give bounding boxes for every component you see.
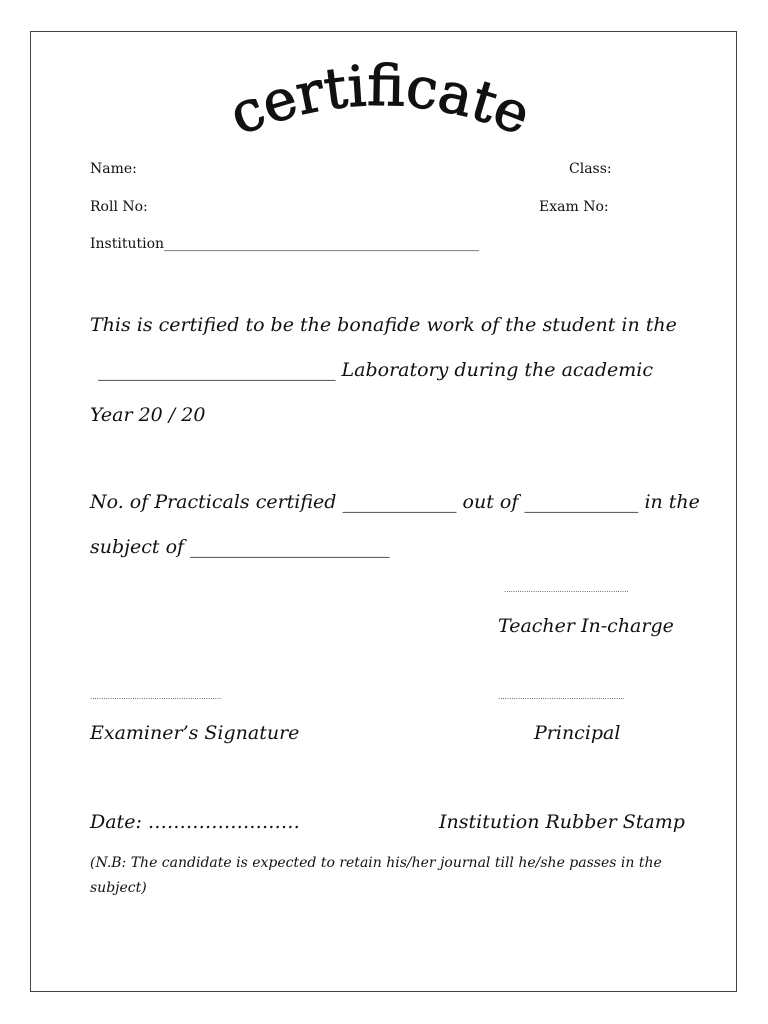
practicals-line: No. of Practicals certified ____________ out of ____________ in the	[90, 491, 700, 513]
examiner-signature-label: Examiner’s Signature	[90, 722, 300, 744]
principal-signature-line: .........................................................	[498, 693, 625, 701]
certificate-title	[200, 55, 560, 155]
principal-label: Principal	[534, 722, 621, 744]
class-label: Class:	[569, 161, 612, 177]
subject-line: subject of _____________________	[90, 536, 390, 558]
rubber-stamp-label: Institution Rubber Stamp	[439, 811, 685, 833]
svg-text:certificate: certificate	[221, 55, 539, 149]
academic-year-line: Year 20 / 20	[90, 404, 206, 426]
certification-line-2: _________________________ Laboratory during the academic	[98, 359, 654, 381]
roll-no-label: Roll No:	[90, 199, 148, 215]
nb-note: (N.B: The candidate is expected to retain his/her journal till he/she passes in the subject)	[90, 855, 662, 896]
certification-line-1: This is certified to be the bonafide work of the student in the	[90, 314, 677, 336]
institution-label: Institution_____________________________________________	[90, 236, 480, 252]
teacher-signature-line: ........................................................	[504, 586, 629, 594]
exam-no-label: Exam No:	[539, 199, 609, 215]
examiner-signature-line: ...........................................................	[90, 693, 222, 701]
teacher-in-charge-label: Teacher In-charge	[498, 615, 674, 637]
date-label: Date: ……………………	[90, 811, 300, 833]
name-label: Name:	[90, 161, 137, 177]
